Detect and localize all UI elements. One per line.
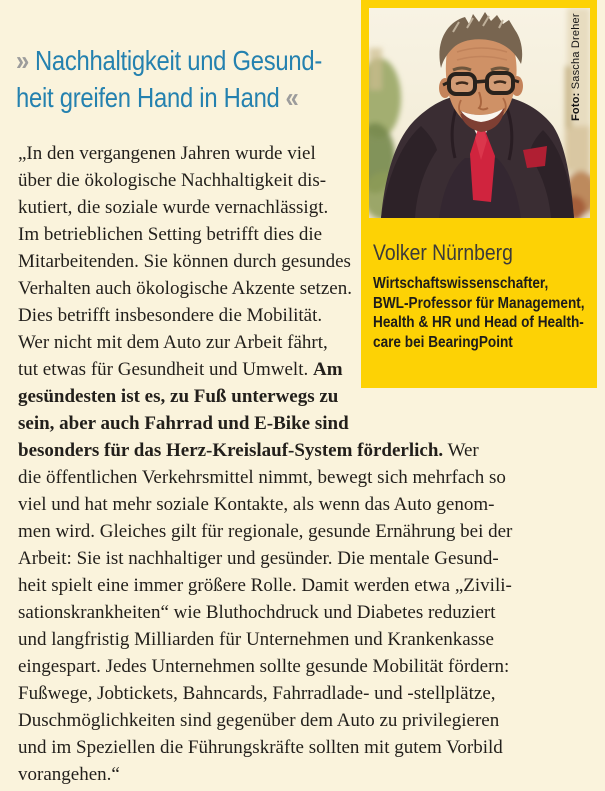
article-line: und langfristig Milliarden für Unternehmen und Krankenkasse xyxy=(18,629,494,650)
article-line: „In den vergangenen Jahren wurde viel xyxy=(18,143,316,164)
article-line: und im Speziellen die Führungskräfte sollten mit gutem Vorbild xyxy=(18,737,503,758)
profile-role-line: care bei BearingPoint xyxy=(373,333,513,351)
photo-credit xyxy=(570,11,583,121)
article-line: Im betrieblichen Setting betrifft dies die xyxy=(18,224,323,245)
headline xyxy=(16,42,322,116)
article-line: sationskrankheiten“ wie Bluthochdruck und Diabetes reduziert xyxy=(18,602,496,623)
article-line: men wird. Gleiches gilt für regionale, gesunde Ernährung bei der xyxy=(18,521,513,542)
article-line: Duschmöglichkeiten sind gegenüber dem Auto zu privilegieren xyxy=(18,710,500,731)
profile-name: Volker Nürnberg xyxy=(373,240,513,265)
profile-role-line: Health & HR und Head of Health- xyxy=(373,314,584,331)
closing-guillemet-icon: « xyxy=(285,82,299,113)
headline-text-2: heit greifen Hand in Hand xyxy=(16,82,280,113)
opening-guillemet-icon: » xyxy=(16,45,29,76)
portrait-illustration xyxy=(369,8,590,218)
article-line: Fußwege, Jobtickets, Bahncards, Fahrradlade- und -stellplätze, xyxy=(18,683,496,704)
article-line: Mitarbeitenden. Sie können durch gesundes xyxy=(18,251,351,272)
article-line: Dies betrifft insbesondere die Mobilität. xyxy=(18,305,323,326)
article-line: gesündesten ist es, zu Fuß unterwegs zu xyxy=(18,386,339,407)
profile-role xyxy=(373,274,585,352)
article-line: Verhalten auch ökologische Akzente setzen. xyxy=(18,278,352,299)
article-line: Arbeit: Sie ist nachhaltiger und gesünder. Die mentale Gesund- xyxy=(18,548,499,569)
photo-credit-name: Sascha Dreher xyxy=(570,13,582,93)
article-line: viel und hat mehr soziale Kontakte, als wenn das Auto genom- xyxy=(18,494,495,515)
profile-role-line: Wirtschaftswissenschafter, xyxy=(373,275,549,292)
article-line: die öffentlichen Verkehrsmittel nimmt, bewegt sich mehrfach so xyxy=(18,467,506,488)
article-line: kutiert, die soziale wurde vernachlässigt. xyxy=(18,197,329,218)
headline-line-1 xyxy=(16,42,322,79)
article-line: heit spielt eine immer größere Rolle. Damit werden etwa „Zivili- xyxy=(18,575,512,596)
article-line: vorangehen.“ xyxy=(18,764,120,785)
article-line: Wer nicht mit dem Auto zur Arbeit fährt, xyxy=(18,332,328,353)
article-line: sein, aber auch Fahrrad und E-Bike sind xyxy=(18,413,349,434)
headline-line-2 xyxy=(16,79,322,116)
article-line: eingespart. Jedes Unternehmen sollte gesunde Mobilität fördern: xyxy=(18,656,510,677)
photo-credit-label: Foto: xyxy=(570,92,582,121)
article-line: tut etwas für Gesundheit und Umwelt. Am xyxy=(18,359,343,380)
article-line: besonders für das Herz-Kreislauf-System förderlich. Wer xyxy=(18,440,479,461)
portrait-photo xyxy=(369,8,590,218)
article-line: über die ökologische Nachhaltigkeit dis- xyxy=(18,170,327,191)
profile-role-line: BWL-Professor für Management, xyxy=(373,294,585,312)
profile-box xyxy=(361,0,597,388)
headline-text-1: Nachhaltigkeit und Gesund- xyxy=(34,45,323,76)
